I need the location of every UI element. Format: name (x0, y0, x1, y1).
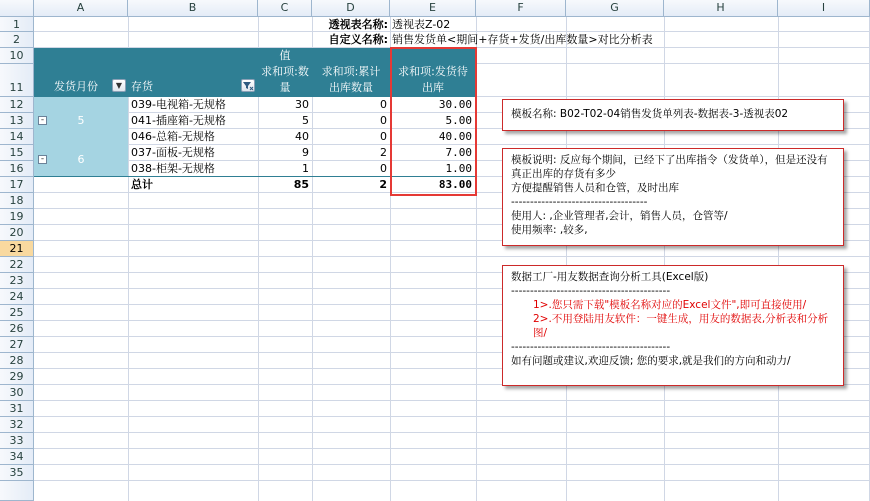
tool-separator: ------------------------------------------ (511, 341, 671, 353)
row-header-31[interactable]: 31 (0, 401, 34, 417)
outbound-cell[interactable]: 0 (380, 114, 387, 127)
item-cell[interactable]: 039-电视箱-无规格 (131, 98, 226, 111)
gridline (34, 448, 870, 449)
column-header-i[interactable]: I (778, 0, 870, 17)
description-line-2: 方便提醒销售人员和仓管，及时出库 (511, 182, 679, 194)
gridline (34, 400, 870, 401)
tool-title: 数据工厂-用友数据查询分析工具(Excel版) (511, 271, 709, 283)
row-header-26[interactable]: 26 (0, 321, 34, 337)
item-filter-dropdown-icon[interactable] (241, 79, 255, 92)
description-frequency: 使用频率: ,较多, (511, 224, 588, 236)
column-header-b[interactable]: B (128, 0, 258, 17)
custom-name-label: 自定义名称: (328, 33, 388, 46)
description-line-1: 模板说明: 反应每个期间，已经下了出库指令（发货单），但是还没有真正出库的存货有多少 (511, 154, 828, 180)
pending-cell[interactable]: 40.00 (438, 130, 472, 143)
row-header-36[interactable] (0, 481, 34, 501)
row-header-20[interactable]: 20 (0, 225, 34, 241)
pending-cell[interactable]: 30.00 (438, 98, 472, 111)
row-header-18[interactable]: 18 (0, 193, 34, 209)
select-all-corner[interactable] (0, 0, 34, 17)
tool-info-note (502, 265, 844, 386)
gridline (664, 17, 665, 501)
row-header-11[interactable]: 11 (0, 64, 34, 97)
qty-cell[interactable]: 9 (302, 146, 309, 159)
month-value-6: 6 (77, 153, 85, 166)
total-label: 总计 (131, 178, 153, 191)
pivot-name-value[interactable]: 透视表Z-02 (392, 18, 451, 31)
gridline (34, 464, 870, 465)
description-users: 使用人: ,企业管理者,会计，销售人员，仓管等/ (511, 210, 728, 222)
qty-cell[interactable]: 30 (295, 98, 309, 111)
row-header-1[interactable]: 1 (0, 17, 34, 32)
total-pending[interactable]: 83.00 (438, 178, 472, 191)
row-header-14[interactable]: 14 (0, 129, 34, 145)
gridline (34, 432, 870, 433)
gridline (778, 17, 779, 501)
gridline (34, 480, 870, 481)
outbound-cell[interactable]: 2 (380, 146, 387, 159)
pending-cell[interactable]: 7.00 (445, 146, 472, 159)
item-cell[interactable]: 037-面板-无规格 (131, 146, 215, 159)
column-header-h[interactable]: H (664, 0, 778, 17)
row-header-22[interactable]: 22 (0, 257, 34, 273)
outbound-cell[interactable]: 0 (380, 98, 387, 111)
description-separator: ------------------------------------ (511, 196, 648, 208)
column-header-e[interactable]: E (390, 0, 476, 17)
item-field-header[interactable]: 存货 (131, 80, 153, 93)
row-header-23[interactable]: 23 (0, 273, 34, 289)
month-value-5: 5 (77, 114, 85, 127)
month-filter-dropdown-icon[interactable]: ▼ (112, 79, 126, 92)
filter-funnel-icon (242, 80, 254, 91)
gridline (566, 17, 567, 501)
column-header-d[interactable]: D (312, 0, 390, 17)
collapse-minus-icon[interactable]: - (38, 116, 47, 125)
column-header-g[interactable]: G (566, 0, 664, 17)
column-header-a[interactable]: A (34, 0, 128, 17)
row-header-10[interactable]: 10 (0, 48, 34, 64)
row-header-12[interactable]: 12 (0, 97, 34, 113)
tool-step-1: 1>.您只需下载"模板名称对应的Excel文件",即可直接使用/ (533, 299, 807, 311)
total-qty[interactable]: 85 (293, 178, 309, 191)
row-header-35[interactable]: 35 (0, 465, 34, 481)
template-name-note (502, 99, 844, 131)
total-outbound[interactable]: 2 (379, 178, 387, 191)
pending-cell[interactable]: 1.00 (445, 162, 472, 175)
gridline (34, 256, 870, 257)
row-header-25[interactable]: 25 (0, 305, 34, 321)
tool-step-2: 2>.不用登陆用友软件：一键生成，用友的数据表,分析表和分析图/ (533, 313, 829, 339)
qty-cell[interactable]: 40 (295, 130, 309, 143)
item-cell[interactable]: 046-总箱-无规格 (131, 130, 215, 143)
row-header-16[interactable]: 16 (0, 161, 34, 177)
template-name-text: 模板名称: B02-T02-04销售发货单列表-数据表-3-透视表02 (511, 108, 789, 120)
row-header-2[interactable]: 2 (0, 32, 34, 48)
row-header-17[interactable]: 17 (0, 177, 34, 193)
pending-sum-header[interactable]: 求和项:发货待出库 (398, 65, 468, 94)
custom-name-value[interactable]: 销售发货单<期间+存货+发货/出库数量>对比分析表 (392, 33, 653, 46)
column-header-f[interactable]: F (476, 0, 566, 17)
collapse-minus-icon[interactable]: - (38, 155, 47, 164)
row-header-15[interactable]: 15 (0, 145, 34, 161)
template-description-note (502, 148, 844, 246)
outbound-cell[interactable]: 0 (380, 162, 387, 175)
tool-feedback: 如有问题或建议,欢迎反馈; 您的要求,就是我们的方向和动力/ (511, 355, 791, 367)
pending-column-highlight (390, 47, 477, 196)
column-header-c[interactable]: C (258, 0, 312, 17)
pending-cell[interactable]: 5.00 (445, 114, 472, 127)
row-header-21[interactable]: 21 (0, 241, 34, 257)
row-header-30[interactable]: 30 (0, 385, 34, 401)
row-header-24[interactable]: 24 (0, 289, 34, 305)
values-caption: 值 (279, 49, 291, 62)
row-header-32[interactable]: 32 (0, 417, 34, 433)
row-header-13[interactable]: 13 (0, 113, 34, 129)
row-header-29[interactable]: 29 (0, 369, 34, 385)
item-cell[interactable]: 041-插座箱-无规格 (131, 114, 226, 127)
outbound-sum-header[interactable]: 求和项:累计出库数量 (321, 65, 381, 94)
row-header-27[interactable]: 27 (0, 337, 34, 353)
qty-cell[interactable]: 1 (302, 162, 309, 175)
outbound-cell[interactable]: 0 (380, 130, 387, 143)
row-header-19[interactable]: 19 (0, 209, 34, 225)
month-field-header[interactable]: 发货月份 (54, 80, 98, 93)
row-header-34[interactable]: 34 (0, 449, 34, 465)
gridline (34, 416, 870, 417)
qty-cell[interactable]: 5 (302, 114, 309, 127)
tool-separator: ------------------------------------------ (511, 285, 671, 297)
pivot-name-label: 透视表名称: (328, 18, 388, 31)
row-header-28[interactable]: 28 (0, 353, 34, 369)
qty-sum-header[interactable]: 求和项:数量 (261, 65, 309, 94)
item-cell[interactable]: 038-柜架-无规格 (131, 162, 215, 175)
row-header-33[interactable]: 33 (0, 433, 34, 449)
